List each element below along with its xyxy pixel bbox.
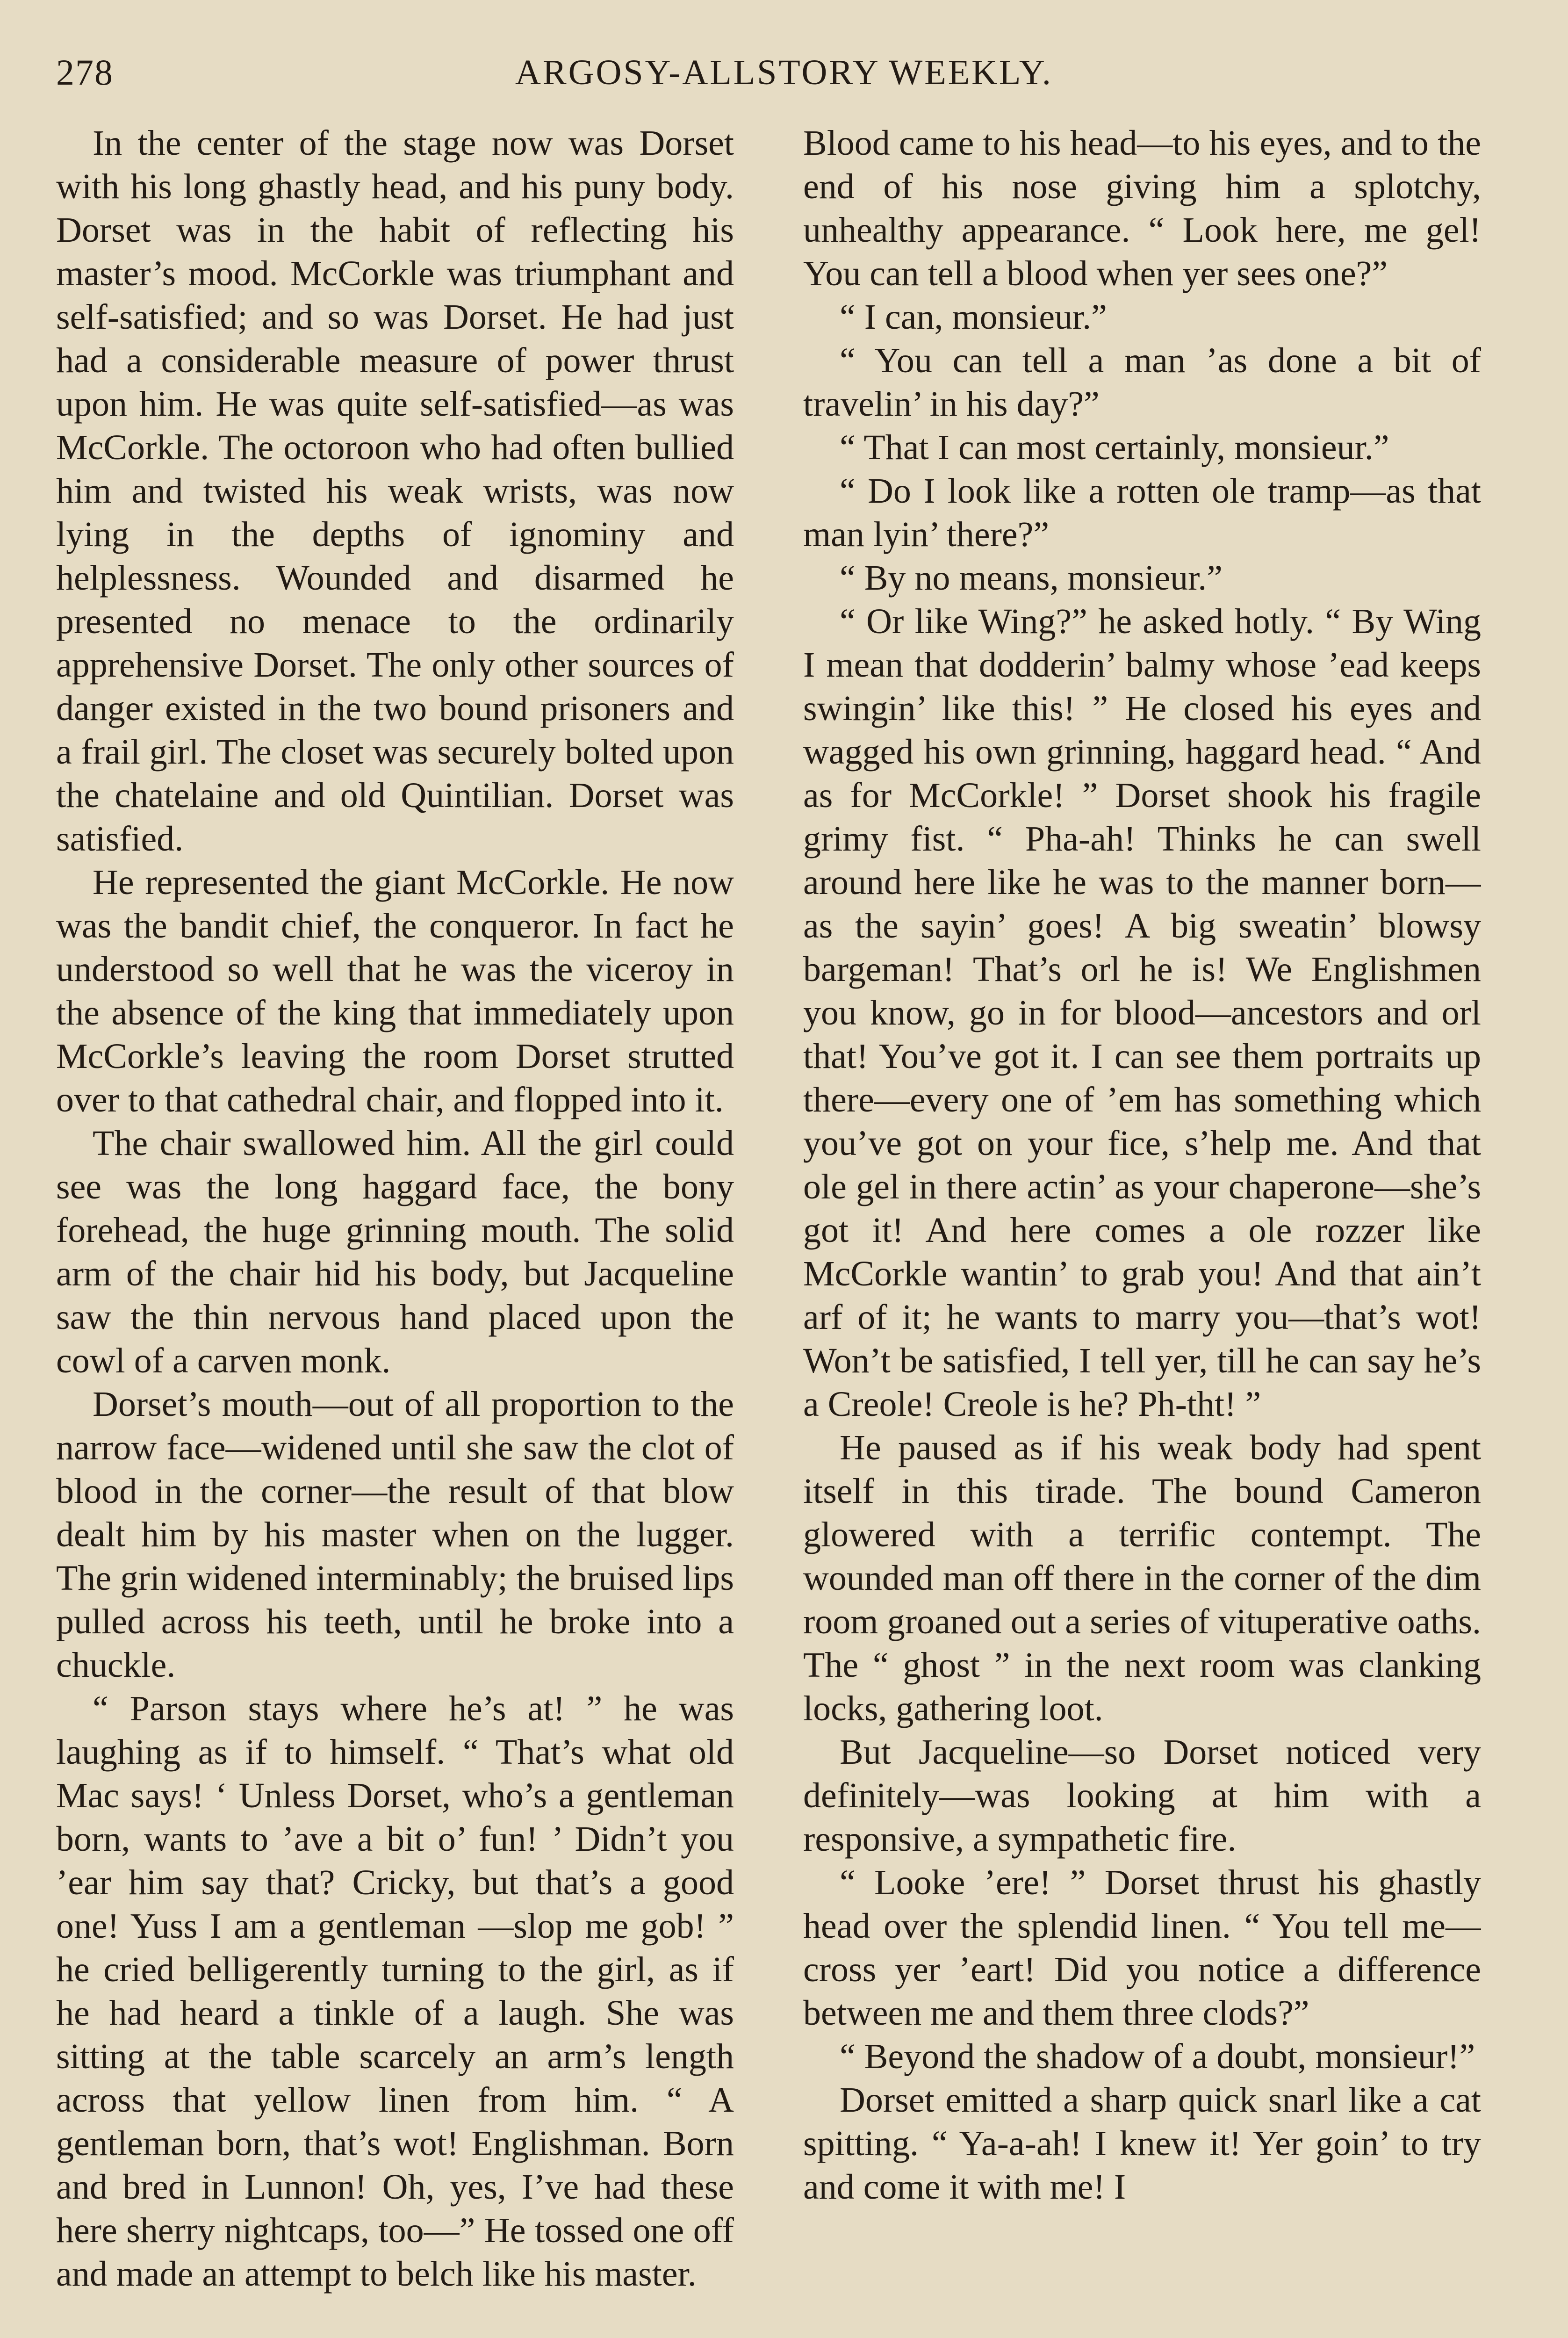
paragraph: But Jacqueline—so Dorset noticed very definitely—was looking at him with a responsive, a sympathetic fire.	[803, 1732, 1481, 1859]
paragraph: Blood came to his head—to his eyes, and to the end of his nose giving him a splotchy, unhealthy appearance. “ Look here, me gel! You can tell a blood when yer sees one?”	[803, 123, 1481, 293]
paragraph: He paused as if his weak body had spent itself in this tirade. The bound Cameron glowered with a terrific contempt. The wounded man off there in the corner of the dim room groaned out a series of vituperative oaths. The “ ghost ” in the next room was clanking locks, gathering loot.	[803, 1428, 1481, 1728]
running-head: ARGOSY-ALLSTORY WEEKLY.	[515, 53, 1053, 92]
page-header	[56, 44, 1512, 101]
paragraph: Dorset’s mouth—out of all proportion to the narrow face—widened until she saw the clot of blood in the corner—the result of that blow dealt him by his master when on the lugger. The grin widened interminably; the bruised lips pulled across his teeth, until he broke into a chuckle.	[56, 1385, 734, 1685]
left-column	[56, 122, 734, 2338]
paragraph: “ I can, monsieur.”	[840, 297, 1107, 337]
paragraph: “ Or like Wing?” he asked hotly. “ By Wing I mean that dodderin’ balmy whose ’ead keeps swingin’ like this! ” He closed his eyes and wagged his own grinning, haggard head. “ And as for McCorkle! ” Dorset shook his fragile grimy fist. “ Pha-ah! Thinks he can swell around here like he was to the manner born—as the sayin’ goes! A big sweatin’ blowsy bargeman! That’s orl he is! We Englishmen you know, go in for blood—ancestors and orl that! You’ve got it. I can see them portraits up there—every one of ’em has something which you’ve got on your fice, s’help me. And that ole gel in there actin’ as your chaperone—she’s got it! And here comes a ole rozzer like McCorkle wantin’ to grab you! And that ain’t arf of it; he wants to marry you—that’s wot! Won’t be satisfied, I tell yer, till he can say he’s a Creole! Creole is he? Ph-tht! ”	[803, 602, 1481, 1424]
paragraph: “ Looke ’ere! ” Dorset thrust his ghastly head over the splendid linen. “ You tell me—cross yer ’eart! Did you notice a difference between me and them three clods?”	[803, 1863, 1481, 2033]
paragraph: Dorset emitted a sharp quick snarl like a cat spitting. “ Ya-a-ah! I knew it! Yer goin’ to try and come it with me! I	[803, 2080, 1481, 2207]
paragraph: “ That I can most certainly, monsieur.”	[840, 428, 1389, 467]
paragraph: In the center of the stage now was Dorset with his long ghastly head, and his puny body. Dorset was in the habit of reflecting his master’s mood. McCorkle was triumphant and self-satisfied; and so was Dorset. He had just had a considerable measure of power thrust upon him. He was quite self-satisfied—as was McCorkle. The octoroon who had often bullied him and twisted his weak wrists, was now lying in the depths of ignominy and helplessness. Wounded and disarmed he presented no menace to the ordinarily apprehensive Dorset. The only other sources of danger existed in the two bound prisoners and a frail girl. The closet was securely bolted upon the chatelaine and old Quintilian. Dorset was satisfied.	[56, 123, 734, 859]
right-column	[803, 122, 1481, 2338]
paragraph: “ By no means, monsieur.”	[840, 558, 1223, 598]
page-number: 278	[56, 52, 114, 93]
paragraph: He represented the giant McCorkle. He now was the bandit chief, the conqueror. In fact he understood so well that he was the viceroy in the absence of the king that immediately upon McCorkle’s leaving the room Dorset strutted over to that cathedral chair, and flopped into it.	[56, 863, 734, 1119]
paragraph: “ You can tell a man ’as done a bit of travelin’ in his day?”	[803, 341, 1481, 424]
paragraph: “ Do I look like a rotten ole tramp—as that man lyin’ there?”	[803, 471, 1481, 554]
paragraph: The chair swallowed him. All the girl could see was the long haggard face, the bony forehead, the huge grinning mouth. The solid arm of the chair hid his body, but Jacqueline saw the thin nervous hand placed upon the cowl of a carven monk.	[56, 1124, 734, 1380]
paragraph: “ Parson stays where he’s at! ” he was laughing as if to himself. “ That’s what old Mac says! ‘ Unless Dorset, who’s a gentleman born, wants to ’ave a bit o’ fun! ’ Didn’t you ’ear him say that? Cricky, but that’s a good one! Yuss I am a gentleman —slop me gob! ” he cried belligerently turning to the girl, as if he had heard a tinkle of a laugh. She was sitting at the table scarcely an arm’s length across that yellow linen from him. “ A gentleman born, that’s wot! Englishman. Born and bred in Lunnon! Oh, yes, I’ve had these here sherry nightcaps, too—” He tossed one off and made an attempt to belch like his master.	[56, 1689, 734, 2294]
paragraph: “ Beyond the shadow of a doubt, monsieur!”	[840, 2037, 1475, 2076]
